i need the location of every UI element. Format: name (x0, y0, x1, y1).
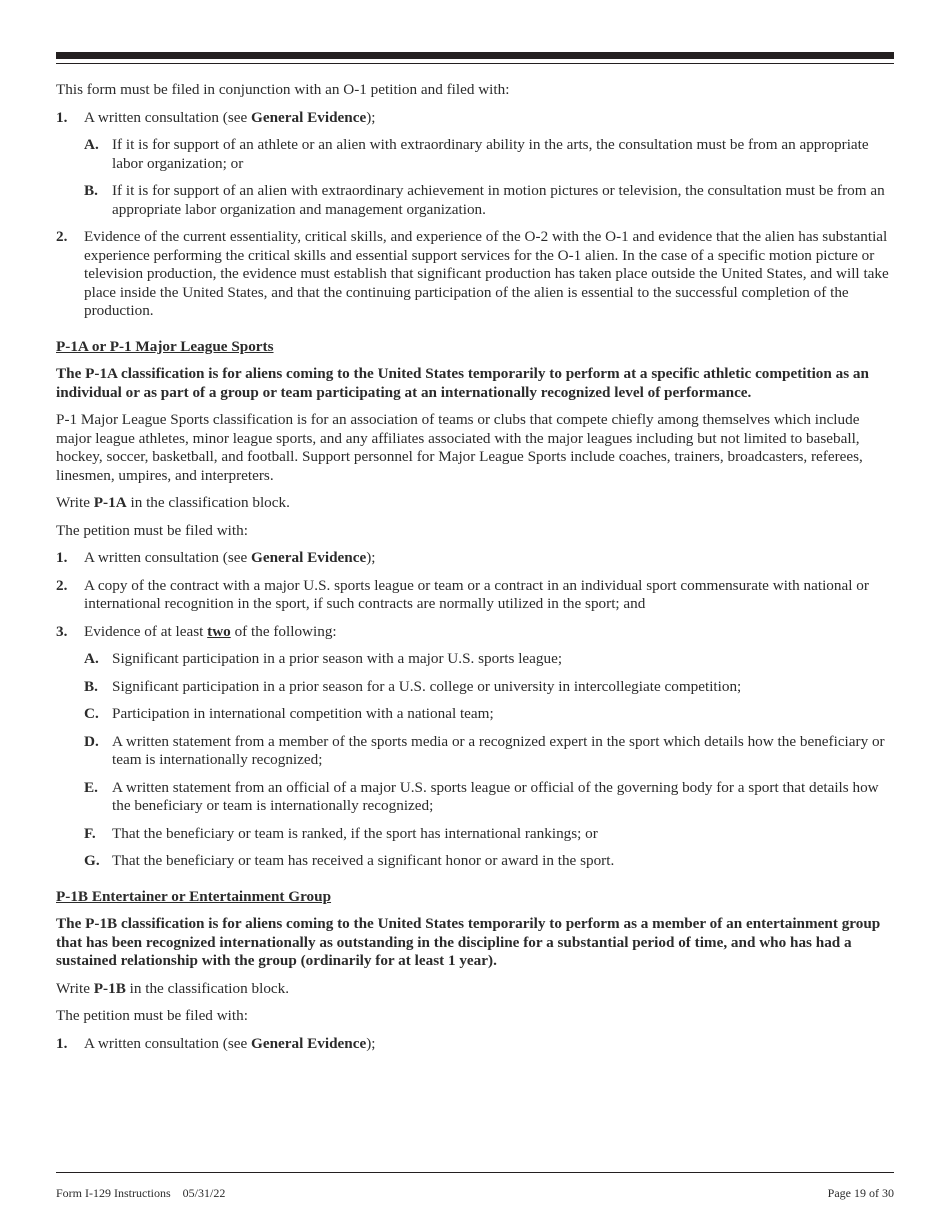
sub-item-text: A written statement from a member of the sports media or a recognized expert in the sport which details how the beneficiary or team is internationally recognized; (112, 732, 885, 768)
sub-item-text: Participation in international competition with a national team; (112, 705, 494, 722)
classification-code: P-1B (93, 979, 126, 997)
sub-item-text: If it is for support of an alien with extraordinary achievement in motion pictures or television, the consultation must be from an appropriate labor organization and management organization. (112, 182, 885, 218)
footer-rule (56, 1172, 894, 1173)
item-text-post: ); (366, 108, 376, 126)
sub-item-letter: B. (84, 677, 98, 695)
sub-item-letter: B. (84, 182, 98, 199)
sub-item-letter: A. (84, 136, 99, 153)
sub-item-letter: G. (84, 852, 100, 869)
item-number: 1. (56, 549, 68, 566)
footer-form-id: Form I-129 Instructions 05/31/22 (56, 1186, 226, 1200)
sub-item-text: A written statement from an official of a major U.S. sports league or official of the governing body for a sport that details how the beneficiary or team is internationally recognized; (112, 778, 879, 814)
general-evidence-ref: General Evidence (251, 1034, 367, 1052)
p1a-filed-with: The petition must be filed with: (56, 521, 248, 539)
sub-list-item (56, 779, 894, 816)
sub-item-text: Significant participation in a prior season with a major U.S. sports league; (112, 650, 563, 667)
emphasis-two: two (207, 622, 231, 640)
sub-item-letter: C. (84, 705, 99, 722)
sub-item-letter: F. (84, 824, 96, 842)
sub-list-item (56, 825, 894, 844)
header-rule-thin (56, 63, 894, 64)
sub-list-item (56, 705, 894, 724)
item-text: Evidence of the current essentiality, critical skills, and experience of the O-2 with the O-1 and evidence that the alien has substantial experience performing the critical skills and essential support services for the O-1 alien. In the case of a specific motion picture or television production, the evidence must establish that significant production has taken place outside the United States, and will take place inside the United States, and that the continuing participation of the alien is essential to the successful completion of the production. (84, 228, 889, 319)
list-item (56, 228, 894, 321)
list-item (56, 577, 894, 614)
classification-code: P-1A (93, 494, 127, 511)
p1b-write-instruction: Write P-1B in the classification block. (56, 979, 290, 997)
list-item: 1. A written consultation (see General Evidence); (56, 1034, 376, 1052)
sub-list-item (56, 733, 894, 770)
section-heading-p1a: P-1A or P-1 Major League Sports (56, 337, 274, 355)
list-item: 1. A written consultation (see General Evidence); (56, 549, 376, 566)
list-item (56, 109, 894, 128)
item-number: 1. (56, 108, 68, 126)
footer-page-number: Page 19 of 30 (827, 1186, 894, 1200)
p1a-body-text: P-1 Major League Sports classification is for an association of teams or clubs that compete chiefly among themselves which include major league athletes, minor league sports, and any affiliates associated with the major leagues including but not limited to baseball, hockey, soccer, basketball, and football. Support personnel for Major League Sports include coaches, trainers, broadcasters, referees, linesmen, umpires, and interpreters. (56, 411, 863, 484)
sub-list-item (56, 136, 894, 173)
p1b-lead-text: The P-1B classification is for aliens coming to the United States temporarily to perform as a member of an entertainment group that has been recognized internationally as outstanding in the discipline for a substantial period of time, and who has had a sustained relationship with the group (ordinarily for at least 1 year). (56, 915, 881, 969)
sub-item-text: That the beneficiary or team is ranked, if the sport has international rankings; or (112, 824, 598, 842)
item-number: 1. (56, 1034, 68, 1052)
sub-item-text: Significant participation in a prior season for a U.S. college or university in intercollegiate competition; (112, 677, 742, 695)
sub-item-letter: A. (84, 650, 99, 667)
general-evidence-ref: General Evidence (251, 549, 367, 566)
general-evidence-ref: General Evidence (251, 108, 367, 126)
sub-item-letter: D. (84, 732, 99, 750)
list-item: 3. Evidence of at least two of the following: (56, 622, 337, 640)
item-number: 2. (56, 576, 68, 594)
page-content (56, 81, 894, 1062)
item-number: 2. (56, 228, 68, 245)
sub-list-item (56, 182, 894, 219)
section-heading-p1b: P-1B Entertainer or Entertainment Group (56, 887, 332, 905)
sub-item-text: If it is for support of an athlete or an alien with extraordinary ability in the arts, the consultation must be from an appropriate labor organization; or (112, 136, 869, 172)
p1b-filed-with: The petition must be filed with: (56, 1007, 248, 1024)
item-text-pre: A written consultation (see (84, 108, 252, 126)
sub-list-item (56, 650, 894, 669)
p1a-lead-text: The P-1A classification is for aliens coming to the United States temporarily to perform at a specific athletic competition as an individual or as part of a group or team participating at an internationally recognized level of performance. (56, 365, 869, 401)
item-number: 3. (56, 622, 68, 640)
p1a-write-instruction: Write P-1A in the classification block. (56, 494, 290, 511)
intro-text: This form must be filed in conjunction with an O-1 petition and filed with: (56, 81, 510, 98)
header-rule-thick (56, 52, 894, 59)
sub-list-item (56, 852, 894, 871)
sub-item-letter: E. (84, 778, 98, 796)
item-text: A copy of the contract with a major U.S. sports league or team or a contract in an individual sport commensurate with national or international recognition in the sport, if such contracts are normally utilized in the sport; and (84, 576, 869, 612)
sub-item-text: That the beneficiary or team has received a significant honor or award in the sport. (112, 852, 615, 869)
sub-list-item (56, 678, 894, 697)
